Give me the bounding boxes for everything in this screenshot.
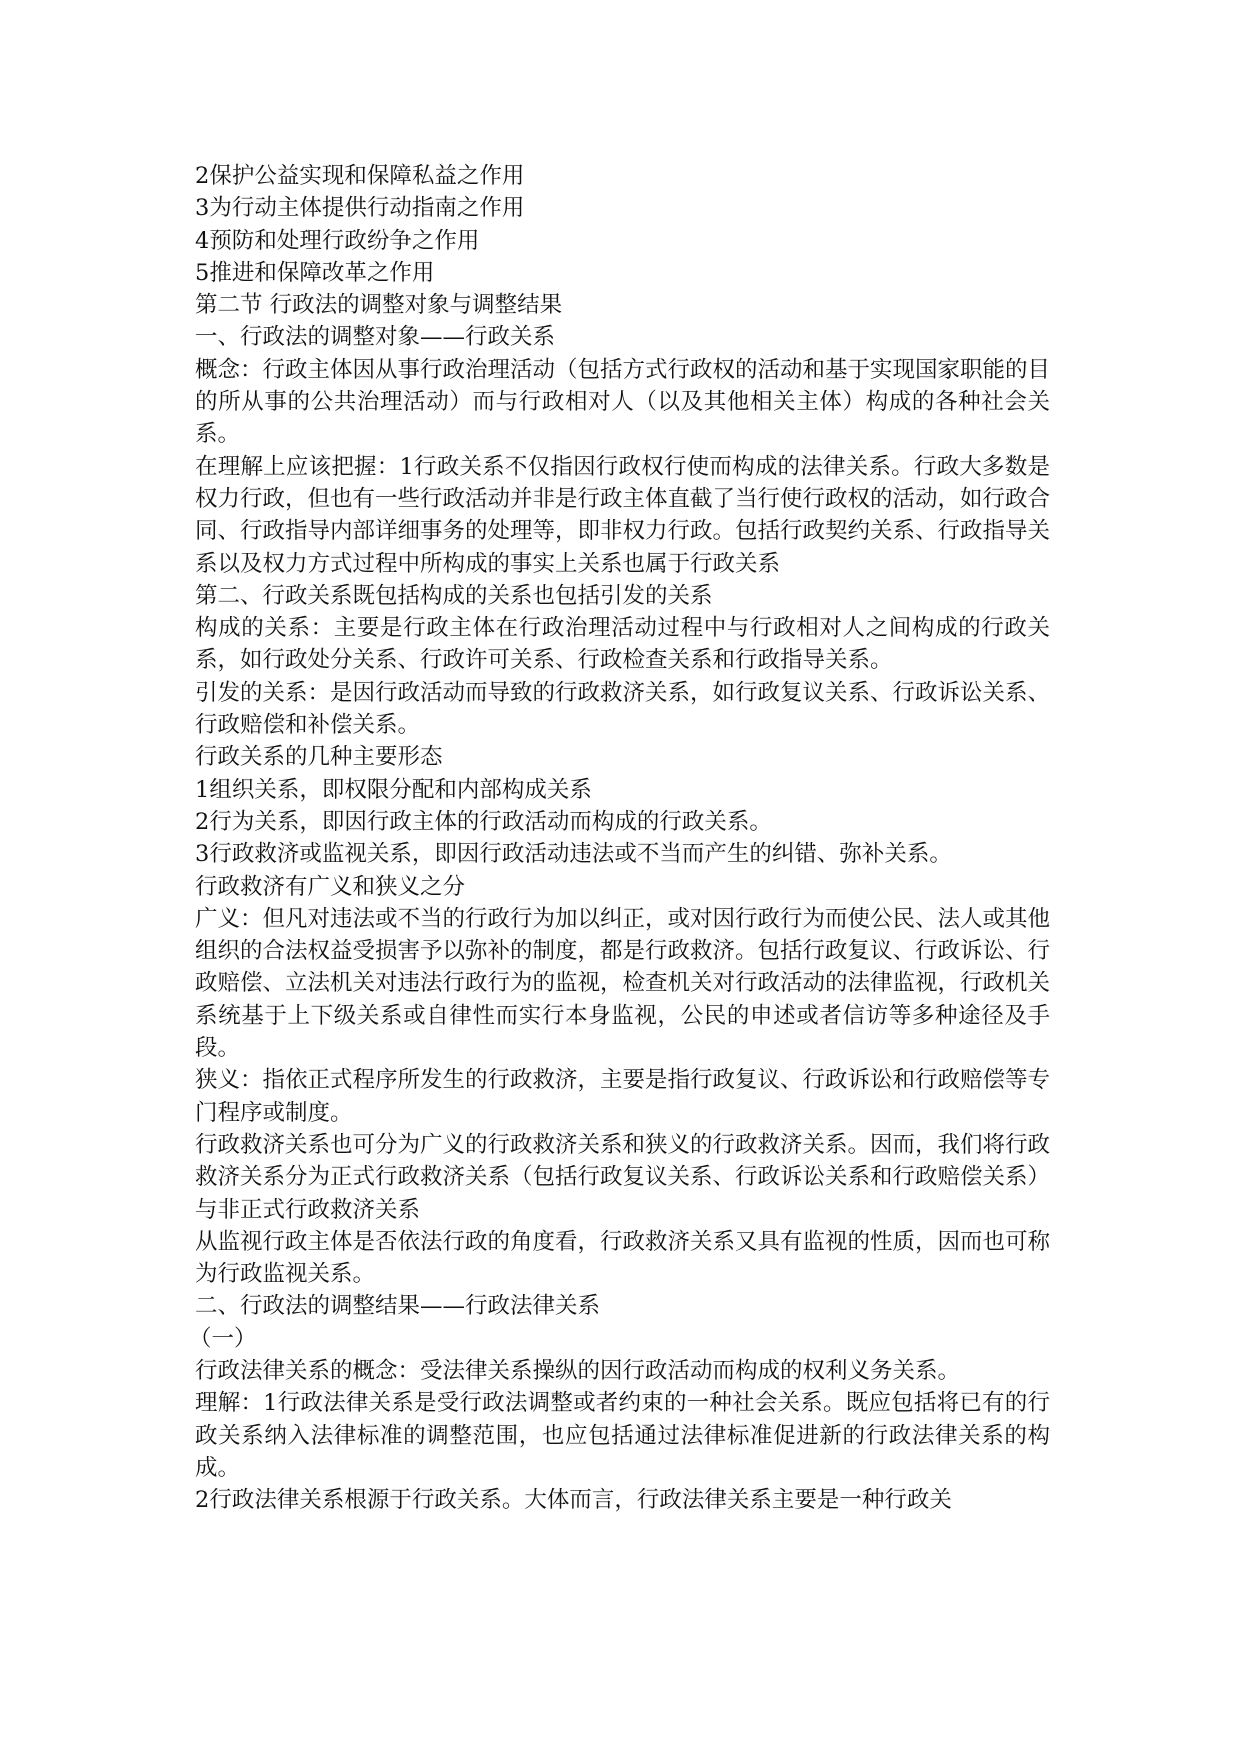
paragraph-understanding: 在理解上应该把握：1行政关系不仅指因行政权行使而构成的法律关系。行政大多数是权力行政，但也有一些行政活动并非是行政主体直截了当行使行政权的活动，如行政合同、行政指导内部详细事务的处理等，即非权力行政。包括行政契约关系、行政指导关系以及权力方式过程中所构成的事实上关系也属于行政关系: [195, 453, 1051, 577]
paragraph-narrow-sense: 狭义：指依正式程序所发生的行政救济，主要是指行政复议、行政诉讼和行政赔偿等专门程序或制度。: [195, 1067, 1051, 1126]
paragraph-second-point: 第二、行政关系既包括构成的关系也包括引发的关系: [195, 582, 713, 609]
paragraph-form-3: 3行政救济或监视关系，即因行政活动违法或不当而产生的纠错、弥补关系。: [195, 841, 952, 868]
paragraph-2: 3为行动主体提供行动指南之作用: [195, 195, 525, 222]
paragraph-3: 4预防和处理行政纷争之作用: [195, 227, 480, 254]
subsection-heading-1: 一、行政法的调整对象——行政关系: [195, 324, 556, 351]
paragraph-broad-sense: 广义：但凡对违法或不当的行政行为加以纠正，或对因行政行为而使公民、法人或其他组织的合法权益受损害予以弥补的制度，都是行政救济。包括行政复议、行政诉讼、行政赔偿、立法机关对违法行政行为的监视，检查机关对行政活动的法律监视，行政机关系统基于上下级关系或自律性而实行本身监视，公民的申述或者信访等多种途径及手段。: [195, 905, 1051, 1062]
paragraph-number-one: （一）: [189, 1325, 257, 1352]
paragraph-legal-relation-understanding: 理解：1行政法律关系是受行政法调整或者约束的一种社会关系。既应包括将已有的行政关系纳入法律标准的调整范围，也应包括通过法律标准促进新的行政法律关系的构成。: [195, 1390, 1050, 1481]
paragraph-legal-relation-origin: 2行政法律关系根源于行政关系。大体而言，行政法律关系主要是一种行政关: [195, 1487, 952, 1514]
paragraph-1: 2保护公益实现和保障私益之作用: [195, 163, 525, 189]
paragraph-legal-relation-concept: 行政法律关系的概念：受法律关系操纵的因行政活动而构成的权利义务关系。: [195, 1357, 961, 1384]
paragraph-supervision: 从监视行政主体是否依法行政的角度看，行政救济关系又具有监视的性质，因而也可称为行政监视关系。: [195, 1228, 1051, 1288]
paragraph-constituted-relations: 构成的关系：主要是行政主体在行政治理活动过程中与行政相对人之间构成的行政关系，如行政处分关系、行政许可关系、行政检查关系和行政指导关系。: [195, 615, 1050, 674]
paragraph-4: 5推进和保障改革之作用: [195, 259, 435, 286]
paragraph-form-1: 1组织关系，即权限分配和内部构成关系: [195, 776, 592, 803]
section-heading: 第二节 行政法的调整对象与调整结果: [195, 292, 563, 319]
paragraph-forms-heading: 行政关系的几种主要形态: [195, 744, 443, 771]
document-body: [189, 160, 1051, 1516]
paragraph-induced-relations: 引发的关系：是因行政活动而导致的行政救济关系，如行政复议关系、行政诉讼关系、行政赔偿和补偿关系。: [195, 679, 1051, 739]
paragraph-remedy-heading: 行政救济有广义和狭义之分: [195, 873, 466, 900]
paragraph-form-2: 2行为关系，即因行政主体的行政活动而构成的行政关系。: [195, 808, 772, 835]
subsection-heading-2: 二、行政法的调整结果——行政法律关系: [195, 1293, 601, 1320]
paragraph-concept: 概念：行政主体因从事行政治理活动（包括方式行政权的活动和基于实现国家职能的目的所从事的公共治理活动）而与行政相对人（以及其他相关主体）构成的各种社会关系。: [195, 356, 1051, 448]
paragraph-remedy-relations: 行政救济关系也可分为广义的行政救济关系和狭义的行政救济关系。因而，我们将行政救济关系分为正式行政救济关系（包括行政复议关系、行政诉讼关系和行政赔偿关系）与非正式行政救济关系: [195, 1131, 1051, 1223]
